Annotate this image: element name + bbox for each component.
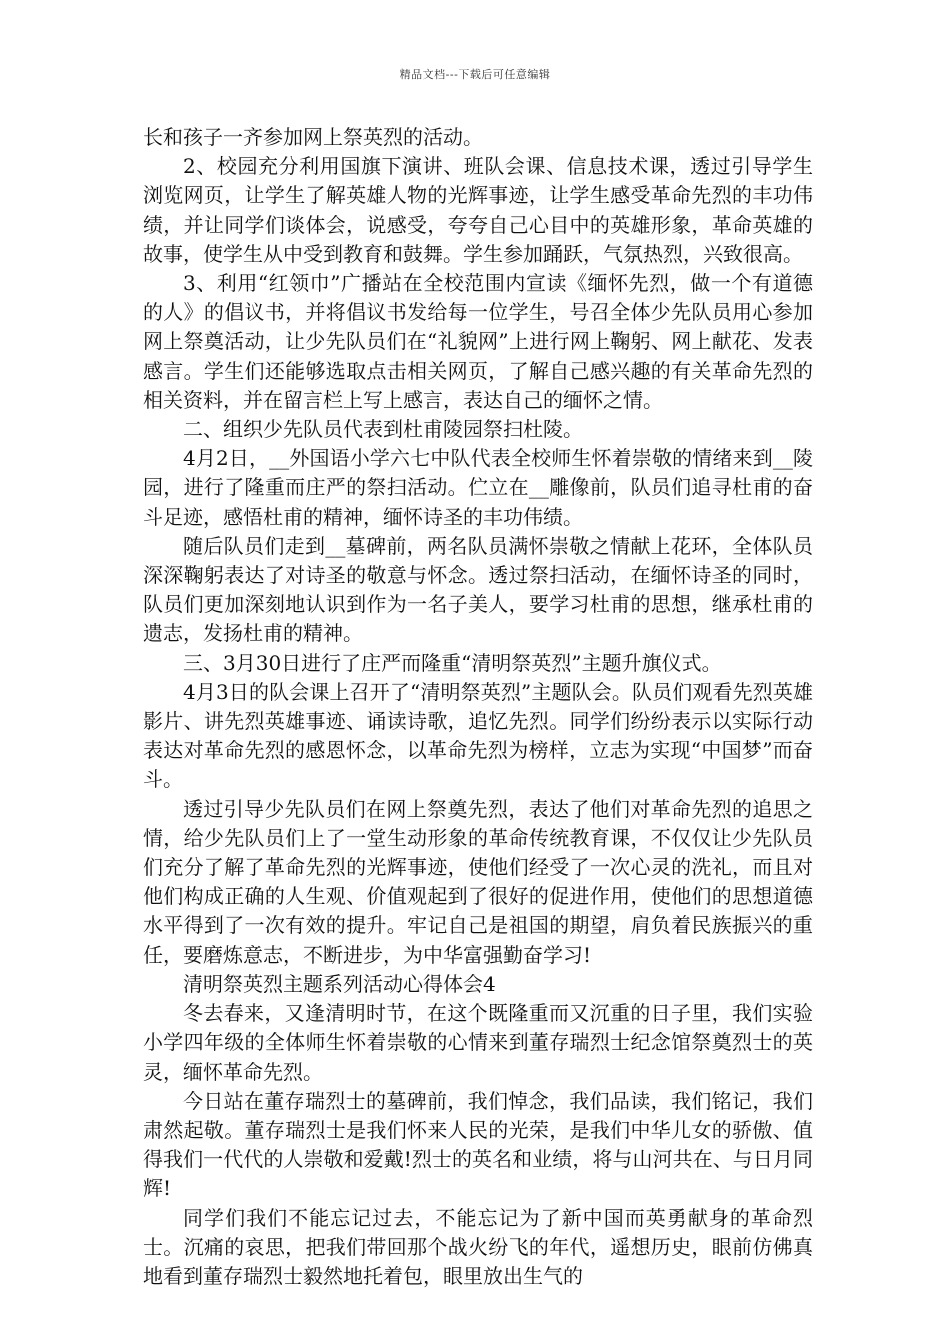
paragraph: 4月2日，__外国语小学六七中队代表全校师生怀着崇敬的情绪来到__陵园，进行了隆重而庄严的祭扫活动。伫立在__雕像前，队员们追寻杜甫的奋斗足迹，感悟杜甫的精神，缅怀诗圣的丰功伟绩。: [143, 446, 813, 529]
article-title: 清明祭英烈主题系列活动心得体会4: [183, 971, 496, 996]
paragraph: 3、利用“红领巾”广播站在全校范围内宣读《缅怀先烈，做一个有道德的人》的倡议书，并将倡议书发给每一位学生，号召全体少先队员用心参加网上祭奠活动，让少先队员们在“礼貌网”上进行网上鞠躬、网上献花、发表感言。学生们还能够选取点击相关网页，了解自己感兴趣的有关革命先烈的相关资料，并在留言栏上写上感言，表达自己的缅怀之情。: [143, 271, 813, 412]
section-heading: 二、组织少先队员代表到杜甫陵园祭扫杜陵。: [183, 417, 583, 442]
paragraph: 随后队员们走到__墓碑前，两名队员满怀崇敬之情献上花环，全体队员深深鞠躬表达了对诗圣的敬意与怀念。透过祭扫活动，在缅怀诗圣的同时，队员们更加深刻地认识到作为一名子美人，要学习杜甫的思想，继承杜甫的遗志，发扬杜甫的精神。: [143, 533, 813, 646]
paragraph: 4月3日的队会课上召开了“清明祭英烈”主题队会。队员们观看先烈英雄影片、讲先烈英雄事迹、诵读诗歌，追忆先烈。同学们纷纷表示以实际行动表达对革命先烈的感恩怀念，以革命先烈为榜样，立志为实现“中国梦”而奋斗。: [143, 679, 813, 792]
paragraph: 透过引导少先队员们在网上祭奠先烈，表达了他们对革命先烈的追思之情，给少先队员们上了一堂生动形象的革命传统教育课，不仅仅让少先队员们充分了解了革命先烈的光辉事迹，使他们经受了一次心灵的洗礼，而且对他们构成正确的人生观、价值观起到了很好的促进作用，使他们的思想道德水平得到了一次有效的提升。牢记自己是祖国的期望，肩负着民族振兴的重任，要磨炼意志，不断进步，为中华富强勤奋学习!: [143, 796, 813, 967]
paragraph: 今日站在董存瑞烈士的墓碑前，我们悼念，我们品读，我们铭记，我们肃然起敬。董存瑞烈士是我们怀来人民的光荣，是我们中华儿女的骄傲、值得我们一代代的人崇敬和爱戴!烈士的英名和业绩，将与山河共在、与日月同辉!: [143, 1088, 813, 1201]
paragraph: 冬去春来，又逢清明时节，在这个既隆重而又沉重的日子里，我们实验小学四年级的全体师生怀着崇敬的心情来到董存瑞烈士纪念馆祭奠烈士的英灵，缅怀革命先烈。: [143, 1001, 813, 1084]
page-header: 精品文档---下载后可任意编辑: [399, 68, 551, 81]
paragraph: 同学们我们不能忘记过去，不能忘记为了新中国而英勇献身的革命烈士。沉痛的哀思，把我们带回那个战火纷飞的年代，遥想历史，眼前仿佛真地看到董存瑞烈士毅然地托着包，眼里放出生气的: [143, 1205, 813, 1288]
paragraph: 长和孩子一齐参加网上祭英烈的活动。: [143, 125, 483, 149]
paragraph: 2、校园充分利用国旗下演讲、班队会课、信息技术课，透过引导学生浏览网页，让学生了解英雄人物的光辉事迹，让学生感受革命先烈的丰功伟绩，并让同学们谈体会，说感受，夸夸自己心目中的英雄形象，革命英雄的故事，使学生从中受到教育和鼓舞。学生参加踊跃，气氛热烈，兴致很高。: [143, 154, 813, 266]
section-heading: 三、3月30日进行了庄严而隆重“清明祭英烈”主题升旗仪式。: [183, 650, 722, 675]
document-body: [143, 123, 813, 1291]
